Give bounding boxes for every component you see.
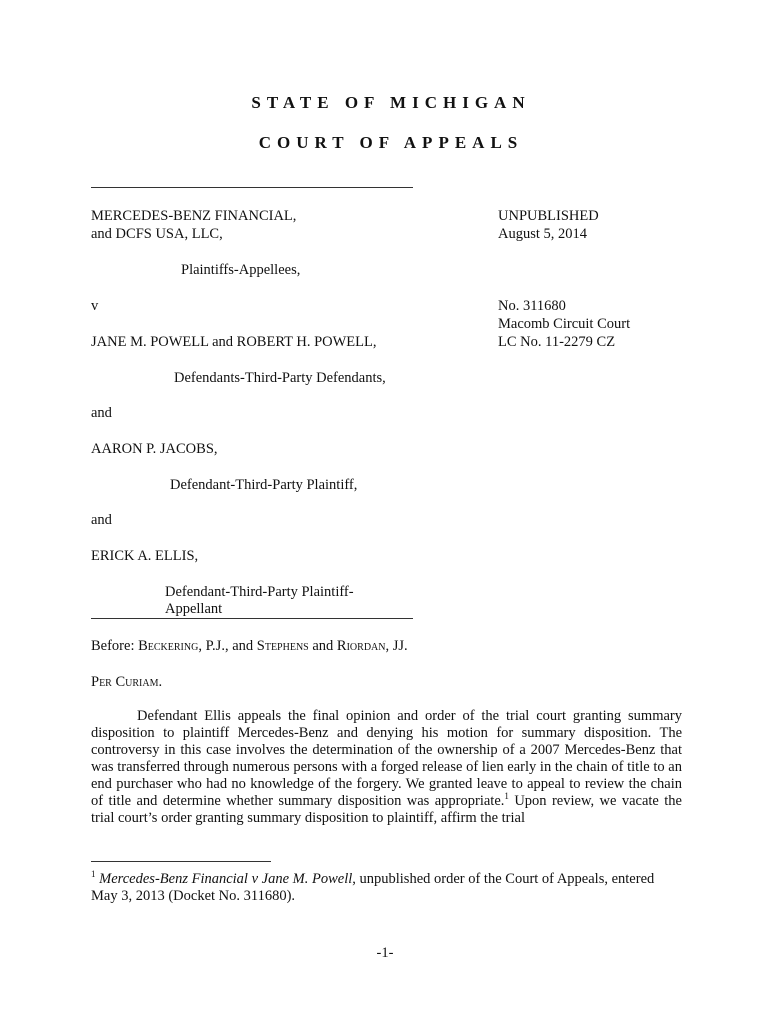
lower-court-number: LC No. 11-2279 CZ bbox=[498, 334, 616, 350]
footnote-rule bbox=[91, 861, 271, 862]
footnote-text: , unpublished order of the Court of Appeals, entered May 3, 2013 (Docket No. 311680). bbox=[91, 871, 655, 904]
panel-line bbox=[91, 638, 408, 655]
plaintiffs-role: Plaintiffs-Appellees, bbox=[181, 262, 301, 278]
decision-date: August 5, 2014 bbox=[498, 226, 588, 242]
before-label: Before: bbox=[91, 638, 139, 654]
defendant-ellis: ERICK A. ELLIS, bbox=[91, 548, 199, 564]
defendant-jacobs: AARON P. JACOBS, bbox=[91, 441, 218, 457]
defendant-jacobs-role: Defendant-Third-Party Plaintiff, bbox=[170, 477, 358, 493]
defendant-ellis-role-line2: Appellant bbox=[165, 601, 223, 617]
page-number: -1- bbox=[376, 945, 394, 961]
defendants-powell: JANE M. POWELL and ROBERT H. POWELL, bbox=[91, 334, 377, 350]
plaintiffs-name-line1: MERCEDES-BENZ FINANCIAL, bbox=[91, 208, 297, 224]
footnote bbox=[91, 871, 682, 905]
footnote-case-name: Mercedes-Benz Financial v Jane M. Powell bbox=[99, 871, 353, 887]
judge1-title: , P.J., and bbox=[198, 638, 257, 654]
defendant-ellis-role-line1: Defendant-Third-Party Plaintiff- bbox=[165, 584, 354, 600]
publication-status: UNPUBLISHED bbox=[498, 208, 599, 224]
judge-beckering: Beckering bbox=[138, 638, 199, 654]
court-heading: COURT OF APPEALS bbox=[258, 133, 524, 152]
judges-suffix: , JJ. bbox=[385, 638, 408, 654]
versus: v bbox=[91, 298, 99, 314]
defendants-powell-role: Defendants-Third-Party Defendants, bbox=[174, 370, 386, 386]
judge-riordan: Riordan bbox=[336, 638, 386, 654]
docket-number: No. 311680 bbox=[498, 298, 566, 314]
opinion-paragraph bbox=[91, 708, 682, 827]
per-curiam: Per Curiam. bbox=[91, 674, 163, 690]
opinion-text-part1: Defendant Ellis appeals the final opinion and order of the trial court granting summary disposition to plaintiff Mercedes-Benz and denying his motion for summary disposition. The controversy in this case involves the determination of the ownership of a 2007 Mercedes-Benz that was transferred through numerous persons with a forged release of lien early in the chain of title to an end purchaser who had no knowledge of the forgery. We granted leave to appeal to review the chain of title and determine whether summary disposition was appropriate. bbox=[91, 708, 682, 809]
caption-bottom-rule bbox=[91, 618, 413, 619]
judge-stephens: Stephens bbox=[256, 638, 309, 654]
footnote-reference[interactable]: 1 bbox=[504, 791, 509, 802]
and-conjunction-2: and bbox=[91, 512, 112, 528]
state-heading: STATE OF MICHIGAN bbox=[251, 93, 531, 112]
opinion-text-part2: Upon review, we vacate the trial court’s order granting summary disposition to plaintiff, affirm the trial bbox=[91, 793, 682, 826]
panel-and: and bbox=[308, 638, 337, 654]
and-conjunction-1: and bbox=[91, 405, 112, 421]
plaintiffs-name-line2: and DCFS USA, LLC, bbox=[91, 226, 223, 242]
circuit-court: Macomb Circuit Court bbox=[498, 316, 631, 332]
footnote-marker: 1 bbox=[91, 869, 96, 880]
caption-top-rule bbox=[91, 187, 413, 188]
